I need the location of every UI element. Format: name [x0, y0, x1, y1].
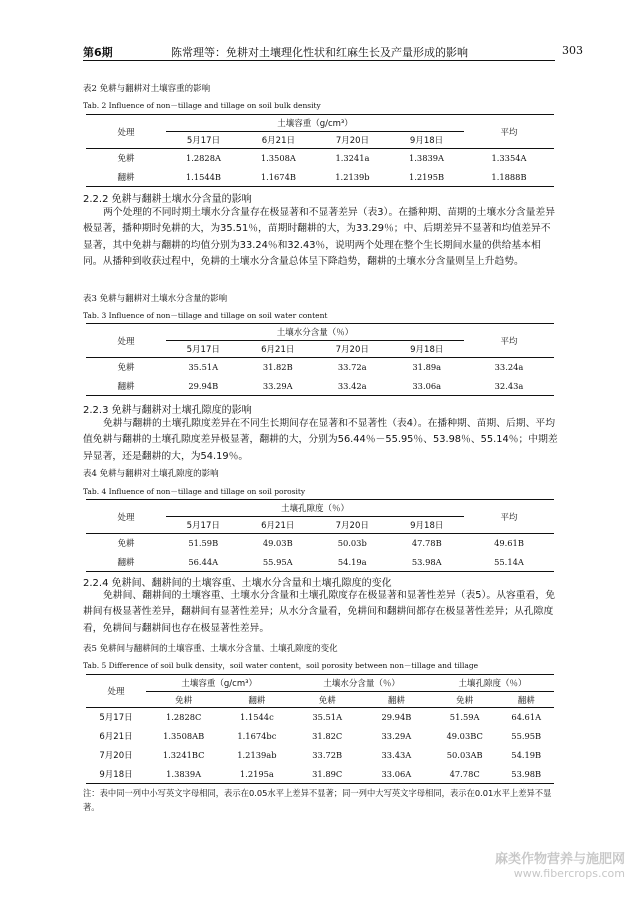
table-cell: 1.1674B: [241, 168, 316, 187]
table-row: [86, 708, 554, 727]
table-cell: 55.95B: [511, 731, 542, 741]
table-cell: 1.3508A: [241, 149, 316, 168]
table-cell: 51.59B: [166, 534, 241, 553]
table-cell: 1.1544B: [166, 168, 241, 187]
table-row: [86, 377, 554, 396]
table4-group-header: 土壤孔隙度（％）: [166, 500, 464, 517]
table-cell: 1.1674bc: [237, 731, 277, 741]
table5-sub-header: 免耕: [456, 695, 474, 706]
table-cell: 1.3839A: [389, 149, 464, 168]
paragraph-text: 免耕与翻耕的土壤孔隙度差异在不同生长期间存在显著和不显著性（表4）。在播种期、苗期、后期、平均值免耕与翻耕的土壤孔隙度差异极显著，翻耕的大，分别为56.44％－55.95％、53.98％、55.14％；中期差异显著，还是翻耕的大，为54.19％。: [83, 418, 558, 462]
table-cell: 1.3241BC: [162, 750, 205, 760]
table-cell: 1.2139ab: [237, 750, 277, 760]
table2-caption-cn: 表2 免耕与翻耕对土壤容重的影响: [83, 84, 211, 94]
section-heading-2-2-2: 2.2.2 免耕与翻耕土壤水分含量的影响: [83, 194, 252, 205]
table-row-label: 翻耕: [86, 377, 166, 396]
table5-sub-header: 免耕: [318, 695, 336, 706]
section-heading-2-2-3: 2.2.3 免耕与翻耕对土壤孔隙度的影响: [83, 405, 252, 416]
table-cell: 1.3508AB: [163, 731, 205, 741]
table-cell: 50.03b: [315, 534, 390, 553]
table-cell: 33.72a: [315, 358, 390, 377]
watermark-url: www.fibercrops.com: [513, 867, 625, 880]
table5-note: 注：表中同一列中小写英文字母相同，表示在0.05水平上差异不显著；同一列中大写英文字母相同，表示在0.01水平上差异不显著。: [83, 788, 552, 812]
table-cell: 55.14A: [464, 553, 554, 572]
table2-avg-header: 平均: [464, 115, 554, 149]
table-row: [86, 727, 554, 746]
table2-group-header: 土壤容重（g/cm³）: [166, 115, 464, 132]
table-cell: 64.61A: [498, 708, 554, 727]
table-cell: 32.43a: [464, 377, 554, 396]
table-cell: 49.03B: [241, 534, 316, 553]
table-cell: 53.98B: [498, 765, 554, 784]
paragraph-2-2-2: [83, 205, 558, 270]
table2-date-header: 7月20日: [335, 136, 370, 146]
site-watermark: [495, 853, 625, 881]
table-cell: 1.3839A: [146, 765, 221, 784]
table4-avg-header: 平均: [464, 500, 554, 534]
section-heading-2-2-4: 2.2.4 免耕间、翻耕间的土壤容重、土壤水分含量和土壤孔隙度的变化: [83, 578, 392, 589]
paragraph-text: 免耕间、翻耕间的土壤容重、土壤水分含量和土壤孔隙度存在极显著和显著性差异（表5）。从容重看，免耕间有极显著性差异，翻耕间有显著性差异；从水分含量看，免耕间和翻耕间都存在极显著性差异；从孔隙度看，免耕间与翻耕间也存在极显著性差异。: [83, 590, 555, 634]
paragraph-text: 两个处理的不同时期土壤水分含量存在极显著和不显著差异（表3）。在播种期、苗期的土壤水分含量差异极显著，播种期时免耕的大，为35.51％，苗期时翻耕的大，为33.29％；中、后期差异不显著和均值差异不显著，其中免耕与翻耕的均值分别为33.24％和32.43％，说明两个处理在整个生长期间水量的供给基本相同。从播种到收获过程中，免耕的土壤水分含量总体呈下降趋势，翻耕的土壤水分含量则呈上升趋势。: [83, 207, 555, 267]
table3-date-header: 9月18日: [410, 345, 444, 355]
table-row-label: 免耕: [86, 358, 166, 377]
table4-date-header: 9月18日: [410, 521, 444, 531]
table2-date-header: 6月21日: [261, 136, 295, 146]
table-row-label: 翻耕: [86, 168, 166, 187]
table5: [86, 674, 554, 784]
table2-date-header: 9月18日: [409, 136, 444, 146]
table-cell: 47.78B: [390, 534, 465, 553]
table-cell: 33.29A: [241, 377, 316, 396]
table5-caption-en: Tab. 5 Difference of soil bulk density，soil water content，soil porosity between non－tillage and tillage: [83, 661, 479, 670]
table3-date-header: 5月17日: [186, 345, 220, 355]
table-cell: 33.43A: [381, 750, 412, 760]
table4-date-header: 7月20日: [335, 521, 369, 531]
table-cell: 1.2828A: [166, 149, 241, 168]
table2: [86, 114, 554, 187]
table-row-label: 免耕: [86, 534, 166, 553]
table-row-label: 7月20日: [99, 751, 133, 761]
table5-sub-header: 翻耕: [248, 695, 266, 706]
table-row: [86, 168, 554, 187]
table-cell: 50.03AB: [446, 750, 483, 760]
table-cell: 33.24a: [464, 358, 554, 377]
paragraph-2-2-3: [83, 416, 558, 465]
table-row-label: 6月21日: [99, 732, 133, 742]
table-cell: 33.42a: [315, 377, 390, 396]
table2-caption-en: Tab. 2 Influence of non－tillage and tillage on soil bulk density: [83, 101, 321, 110]
table4-date-header: 5月17日: [186, 521, 220, 531]
table-cell: 35.51A: [166, 358, 241, 377]
table-cell: 1.2195a: [221, 765, 292, 784]
table-row-label: 免耕: [86, 149, 166, 168]
table-cell: 49.61B: [464, 534, 554, 553]
table-cell: 33.72B: [312, 750, 343, 760]
table4-caption-cn: 表4 免耕与翻耕对土壤孔隙度的影响: [83, 469, 219, 479]
table3-caption-cn: 表3 免耕与翻耕对土壤水分含量的影响: [83, 294, 228, 304]
table-row: [86, 746, 554, 765]
table-cell: 29.94B: [166, 377, 241, 396]
table-cell: 31.82C: [312, 731, 343, 741]
table-row: [86, 553, 554, 572]
table5-group-header: 土壤水分含量（％）: [292, 675, 430, 692]
table-row-label: 5月17日: [86, 708, 146, 727]
table3-caption-en: Tab. 3 Influence of non－tillage and tillage on soil water content: [83, 311, 328, 320]
table3-row-header: 处理: [86, 324, 166, 358]
table5-sub-header: 翻耕: [387, 695, 405, 706]
table-cell: 55.95A: [241, 553, 316, 572]
table-cell: 49.03BC: [446, 731, 483, 741]
table-row-label: 翻耕: [86, 553, 166, 572]
table-cell: 1.2195B: [389, 168, 464, 187]
table4-caption-en: Tab. 4 Influence of non－tillage and tillage on soil porosity: [83, 487, 306, 496]
table-cell: 47.78C: [431, 765, 499, 784]
table-cell: 56.44A: [166, 553, 241, 572]
table-cell: 35.51A: [292, 708, 361, 727]
table5-group-header: 土壤孔隙度（％）: [431, 675, 554, 692]
table-cell: 1.1888B: [464, 168, 554, 187]
table-cell: 33.29A: [381, 731, 412, 741]
table5-sub-header: 翻耕: [517, 695, 535, 706]
table-cell: 1.1544c: [221, 708, 292, 727]
table-cell: 31.89C: [292, 765, 361, 784]
table-cell: 33.06a: [390, 377, 465, 396]
running-head: [83, 44, 583, 61]
issue-number: 第6期: [83, 46, 113, 59]
table-cell: 1.3354A: [464, 149, 554, 168]
paragraph-2-2-4: [83, 588, 558, 637]
table4-row-header: 处理: [86, 500, 166, 534]
table3-avg-header: 平均: [464, 324, 554, 358]
table3: [86, 323, 554, 396]
running-title: 陈常理等：免耕对土壤理化性状和红麻生长及产量形成的影响: [171, 46, 468, 59]
table-row: [86, 149, 554, 168]
table-row-label: 9月18日: [86, 765, 146, 784]
table3-date-header: 7月20日: [335, 345, 369, 355]
table3-date-header: 6月21日: [261, 345, 295, 355]
table-cell: 31.89a: [390, 358, 465, 377]
table5-row-header: 处理: [86, 675, 146, 708]
table-cell: 31.82B: [241, 358, 316, 377]
table-cell: 1.3241a: [316, 149, 389, 168]
table5-group-header: 土壤容重（g/cm³）: [146, 675, 292, 692]
table5-caption-cn: 表5 免耕间与翻耕间的土壤容重、土壤水分含量、土壤孔隙度的变化: [83, 644, 338, 654]
table5-sub-header: 免耕: [175, 695, 193, 706]
table-cell: 33.06A: [362, 765, 431, 784]
table2-row-header: 处理: [86, 115, 166, 149]
table-cell: 54.19a: [315, 553, 390, 572]
table3-group-header: 土壤水分含量（％）: [166, 324, 464, 341]
table-row: [86, 358, 554, 377]
table2-date-header: 5月17日: [186, 136, 221, 146]
page-number: 303: [562, 44, 583, 57]
table-cell: 29.94B: [362, 708, 431, 727]
table-cell: 53.98A: [390, 553, 465, 572]
table4: [86, 499, 554, 572]
table4-date-header: 6月21日: [261, 521, 295, 531]
table-cell: 54.19B: [511, 750, 542, 760]
table-cell: 51.59A: [431, 708, 499, 727]
table-cell: 1.2828C: [146, 708, 221, 727]
table-row: [86, 765, 554, 784]
table-row: [86, 534, 554, 553]
watermark-name: 麻类作物营养与施肥网: [494, 852, 625, 867]
table-cell: 1.2139b: [316, 168, 389, 187]
